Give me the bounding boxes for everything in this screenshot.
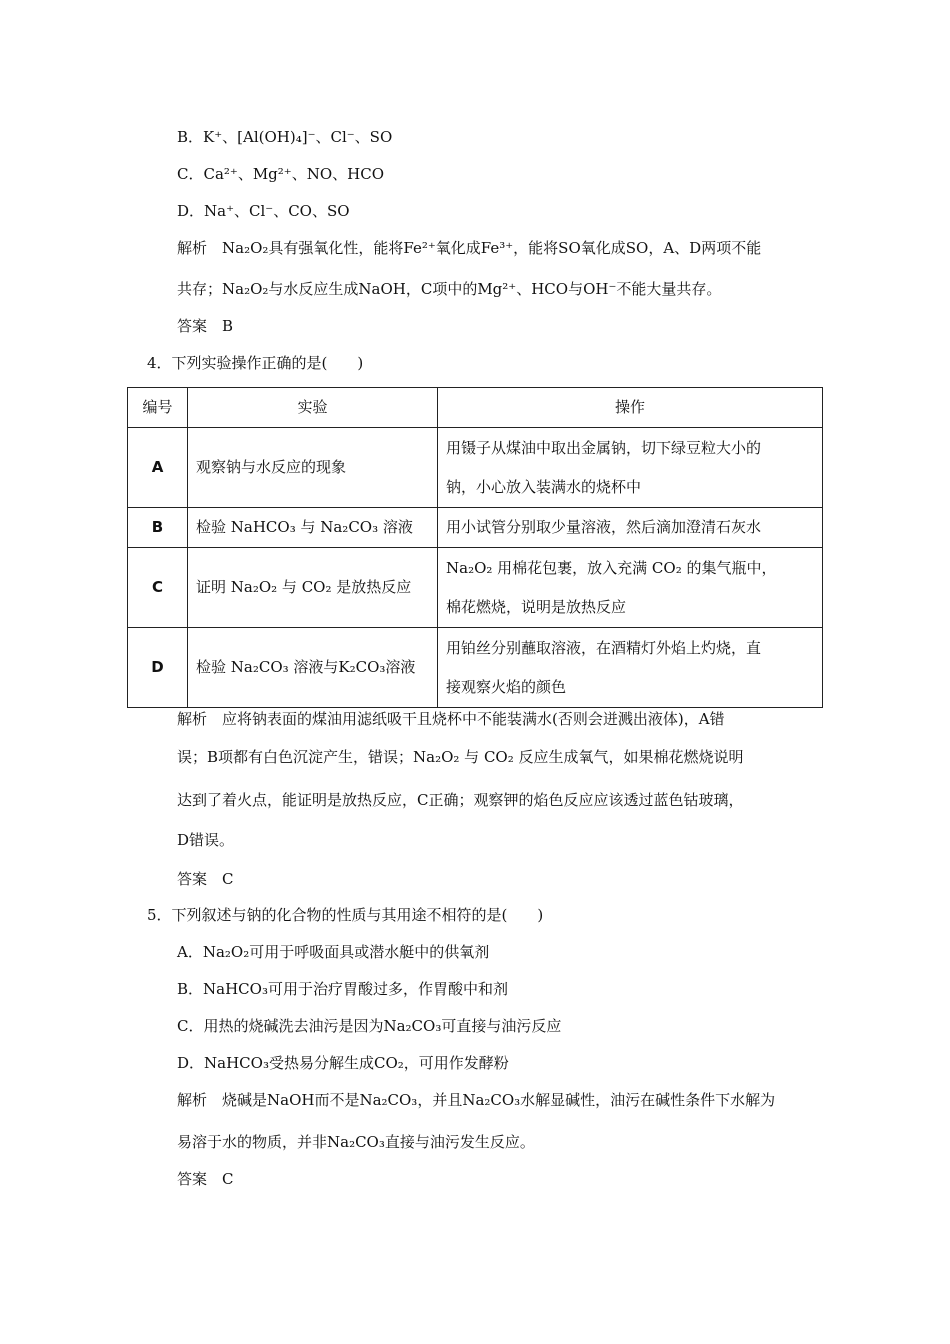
row-experiment: 检验 Na₂CO₃ 溶液与K₂CO₃溶液 — [188, 628, 438, 708]
row-operation-line: 棉花燃烧，说明是放热反应 — [446, 597, 627, 616]
q4-answer: 答案 C — [177, 870, 234, 888]
q4-explanation-line-2: 误；B项都有白色沉淀产生，错误；Na₂O₂ 与 CO₂ 反应生成氧气，如果棉花燃烧说明 — [177, 748, 744, 766]
row-operation-line: 用镊子从煤油中取出金属钠，切下绿豆粒大小的 — [446, 438, 762, 457]
row-id: B — [128, 508, 188, 548]
q5-stem: 5．下列叙述与钠的化合物的性质与其用途不相符的是( ) — [147, 906, 544, 924]
row-operation — [438, 508, 823, 548]
q5-option-c: C．用热的烧碱洗去油污是因为Na₂CO₃可直接与油污反应 — [177, 1017, 562, 1035]
row-operation-line: 钠，小心放入装满水的烧杯中 — [446, 477, 642, 496]
row-operation-line: Na₂O₂ 用棉花包裹，放入充满 CO₂ 的集气瓶中， — [446, 558, 777, 577]
experiment-table — [127, 387, 823, 708]
table-row — [128, 548, 823, 628]
q3-answer: 答案 B — [177, 317, 234, 335]
row-id: D — [128, 628, 188, 708]
q5-explanation-line-1: 解析 烧碱是NaOH而不是Na₂CO₃，并且Na₂CO₃水解显碱性，油污在碱性条件下水解为 — [177, 1091, 776, 1109]
table-header-row — [128, 388, 823, 428]
header-id: 编号 — [128, 388, 188, 428]
q5-answer: 答案 C — [177, 1170, 234, 1188]
table-row — [128, 508, 823, 548]
row-id: A — [128, 428, 188, 508]
row-experiment: 检验 NaHCO₃ 与 Na₂CO₃ 溶液 — [188, 508, 438, 548]
table-row — [128, 628, 823, 708]
q3-option-b: B．K⁺、[Al(OH)₄]⁻、Cl⁻、SO — [177, 128, 393, 146]
header-operation: 操作 — [438, 388, 823, 428]
row-experiment: 证明 Na₂O₂ 与 CO₂ 是放热反应 — [188, 548, 438, 628]
row-operation-line: 接观察火焰的颜色 — [446, 677, 567, 696]
q3-explanation-line-1: 解析 Na₂O₂具有强氧化性，能将Fe²⁺氧化成Fe³⁺，能将SO氧化成SO，A、D两项不能 — [177, 239, 762, 257]
row-operation-line: 用小试管分别取少量溶液，然后滴加澄清石灰水 — [446, 518, 762, 536]
row-experiment: 观察钠与水反应的现象 — [188, 428, 438, 508]
q3-option-c: C．Ca²⁺、Mg²⁺、NO、HCO — [177, 165, 384, 183]
row-operation — [438, 548, 823, 628]
q5-option-d: D．NaHCO₃受热易分解生成CO₂，可用作发酵粉 — [177, 1054, 509, 1072]
q4-explanation-line-3: 达到了着火点，能证明是放热反应，C正确；观察钾的焰色反应应该透过蓝色钴玻璃， — [177, 791, 744, 809]
row-operation — [438, 428, 823, 508]
q5-option-a: A．Na₂O₂可用于呼吸面具或潜水艇中的供氧剂 — [177, 943, 490, 961]
q4-stem: 4．下列实验操作正确的是( ) — [147, 354, 364, 372]
q3-option-d: D．Na⁺、Cl⁻、CO、SO — [177, 202, 350, 220]
row-id: C — [128, 548, 188, 628]
q4-explanation-line-1: 解析 应将钠表面的煤油用滤纸吸干且烧杯中不能装满水(否则会迸溅出液体)，A错 — [177, 710, 725, 728]
row-operation-line: 用铂丝分别蘸取溶液，在酒精灯外焰上灼烧，直 — [446, 638, 762, 657]
q3-explanation-line-2: 共存；Na₂O₂与水反应生成NaOH，C项中的Mg²⁺、HCO与OH⁻不能大量共存。 — [177, 280, 722, 298]
header-experiment: 实验 — [188, 388, 438, 428]
q5-explanation-line-2: 易溶于水的物质，并非Na₂CO₃直接与油污发生反应。 — [177, 1133, 535, 1151]
row-operation — [438, 628, 823, 708]
table-row — [128, 428, 823, 508]
q4-explanation-line-4: D错误。 — [177, 831, 235, 849]
q5-option-b: B．NaHCO₃可用于治疗胃酸过多，作胃酸中和剂 — [177, 980, 508, 998]
